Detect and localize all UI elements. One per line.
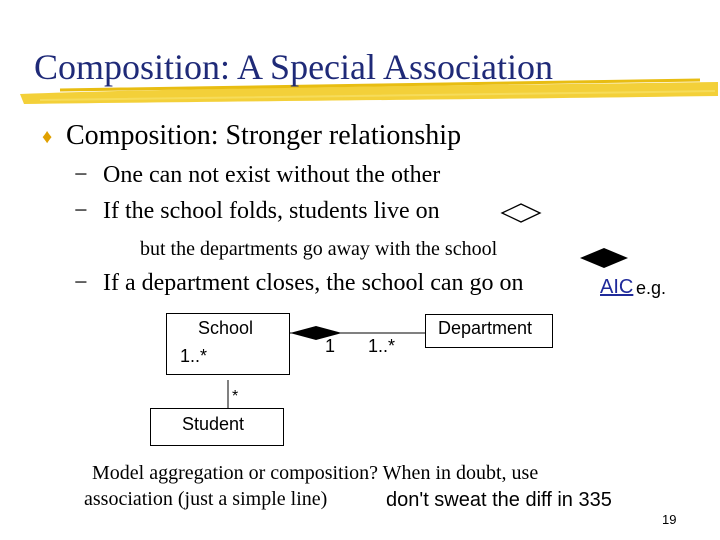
- diamond-bullet-icon: ♦: [42, 126, 53, 148]
- school-label: School: [198, 318, 254, 338]
- sub-bullet-1: One can not exist without the other: [103, 162, 441, 188]
- bottom-text-line1: Model aggregation or composition? When in doubt, use: [92, 462, 539, 484]
- dash-marker: −: [74, 198, 88, 224]
- aic-link[interactable]: AIC: [600, 276, 634, 298]
- student-label: Student: [182, 414, 245, 434]
- bottom-text-line2a: association (just a simple line): [84, 488, 328, 510]
- bottom-text-line2b: don't sweat the diff in 335: [386, 489, 612, 511]
- note-text: but the departments go away with the school: [140, 238, 498, 260]
- bullet-text: Composition: Stronger relationship: [66, 120, 462, 151]
- dash-marker: −: [74, 270, 88, 296]
- multiplicity-student: *: [232, 388, 239, 405]
- slide-title: Composition: A Special Association: [34, 47, 554, 87]
- sub-bullet-3: If a department closes, the school can go on: [103, 270, 524, 296]
- multiplicity-department: 1..*: [368, 336, 396, 356]
- multiplicity-school: 1: [325, 336, 336, 356]
- multiplicity-school-student: 1..*: [180, 346, 208, 366]
- sub-bullet-2: If the school folds, students live on: [103, 198, 440, 224]
- department-label: Department: [438, 318, 533, 338]
- page-number: 19: [662, 512, 677, 527]
- eg-text: e.g.: [636, 278, 667, 298]
- dash-marker: −: [74, 162, 88, 188]
